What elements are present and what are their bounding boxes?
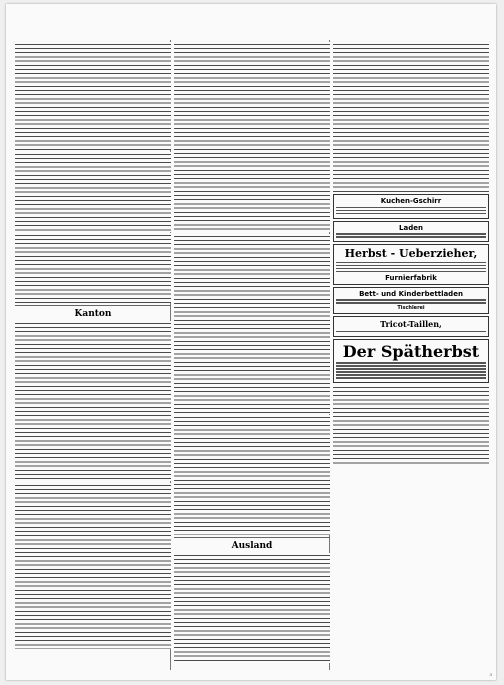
body-text <box>174 415 330 535</box>
advertisement <box>333 339 489 384</box>
ad-text <box>336 374 486 375</box>
body-text <box>15 321 171 481</box>
ad-text <box>336 371 486 372</box>
advertisement <box>333 316 489 337</box>
ad-headline: Der Spätherbst <box>342 341 480 361</box>
advertisement <box>333 221 489 243</box>
ad-text <box>336 365 486 366</box>
column-1 <box>15 42 171 650</box>
body-text <box>174 234 330 414</box>
ad-text <box>336 299 486 300</box>
advertisement <box>333 244 489 285</box>
section-title-ausland: Ausland <box>231 541 273 551</box>
column-2 <box>174 42 330 665</box>
ad-text <box>336 331 486 332</box>
ad-text <box>336 362 486 363</box>
page-number: 3 <box>489 672 492 677</box>
body-text <box>15 483 171 649</box>
newspaper-page <box>6 4 496 680</box>
ad-title: Tischlerei <box>397 305 425 312</box>
ad-text <box>336 377 486 378</box>
body-text <box>174 553 330 663</box>
column-3 <box>333 42 489 467</box>
ad-text <box>336 207 486 208</box>
body-text <box>174 42 330 232</box>
ad-headline: Herbst - Ueberzieher, <box>344 247 478 261</box>
body-text <box>333 42 489 192</box>
body-text <box>333 385 489 465</box>
divider <box>15 305 171 306</box>
ad-title: Kuchen-Gschirr <box>380 197 442 205</box>
ad-text <box>336 265 486 266</box>
ad-text <box>336 213 486 214</box>
body-text <box>15 42 171 150</box>
ad-text <box>336 233 486 234</box>
divider <box>174 537 330 538</box>
ad-title: Furnierfabrik <box>385 273 437 282</box>
advertisement <box>333 287 489 315</box>
ad-text <box>336 271 486 272</box>
advertisement <box>333 194 489 219</box>
ad-text <box>336 210 486 211</box>
ad-text <box>336 268 486 269</box>
ad-text <box>336 236 486 237</box>
ad-title: Bett- und Kinderbettladen <box>359 289 463 298</box>
body-text <box>15 233 171 303</box>
ad-headline: Tricot-Taillen, <box>380 319 442 330</box>
ad-text <box>336 368 486 369</box>
ad-title: Laden <box>399 223 423 232</box>
body-text <box>15 152 171 232</box>
ad-text <box>336 262 486 263</box>
section-title-kanton: Kanton <box>74 309 112 319</box>
ad-text <box>336 302 486 303</box>
